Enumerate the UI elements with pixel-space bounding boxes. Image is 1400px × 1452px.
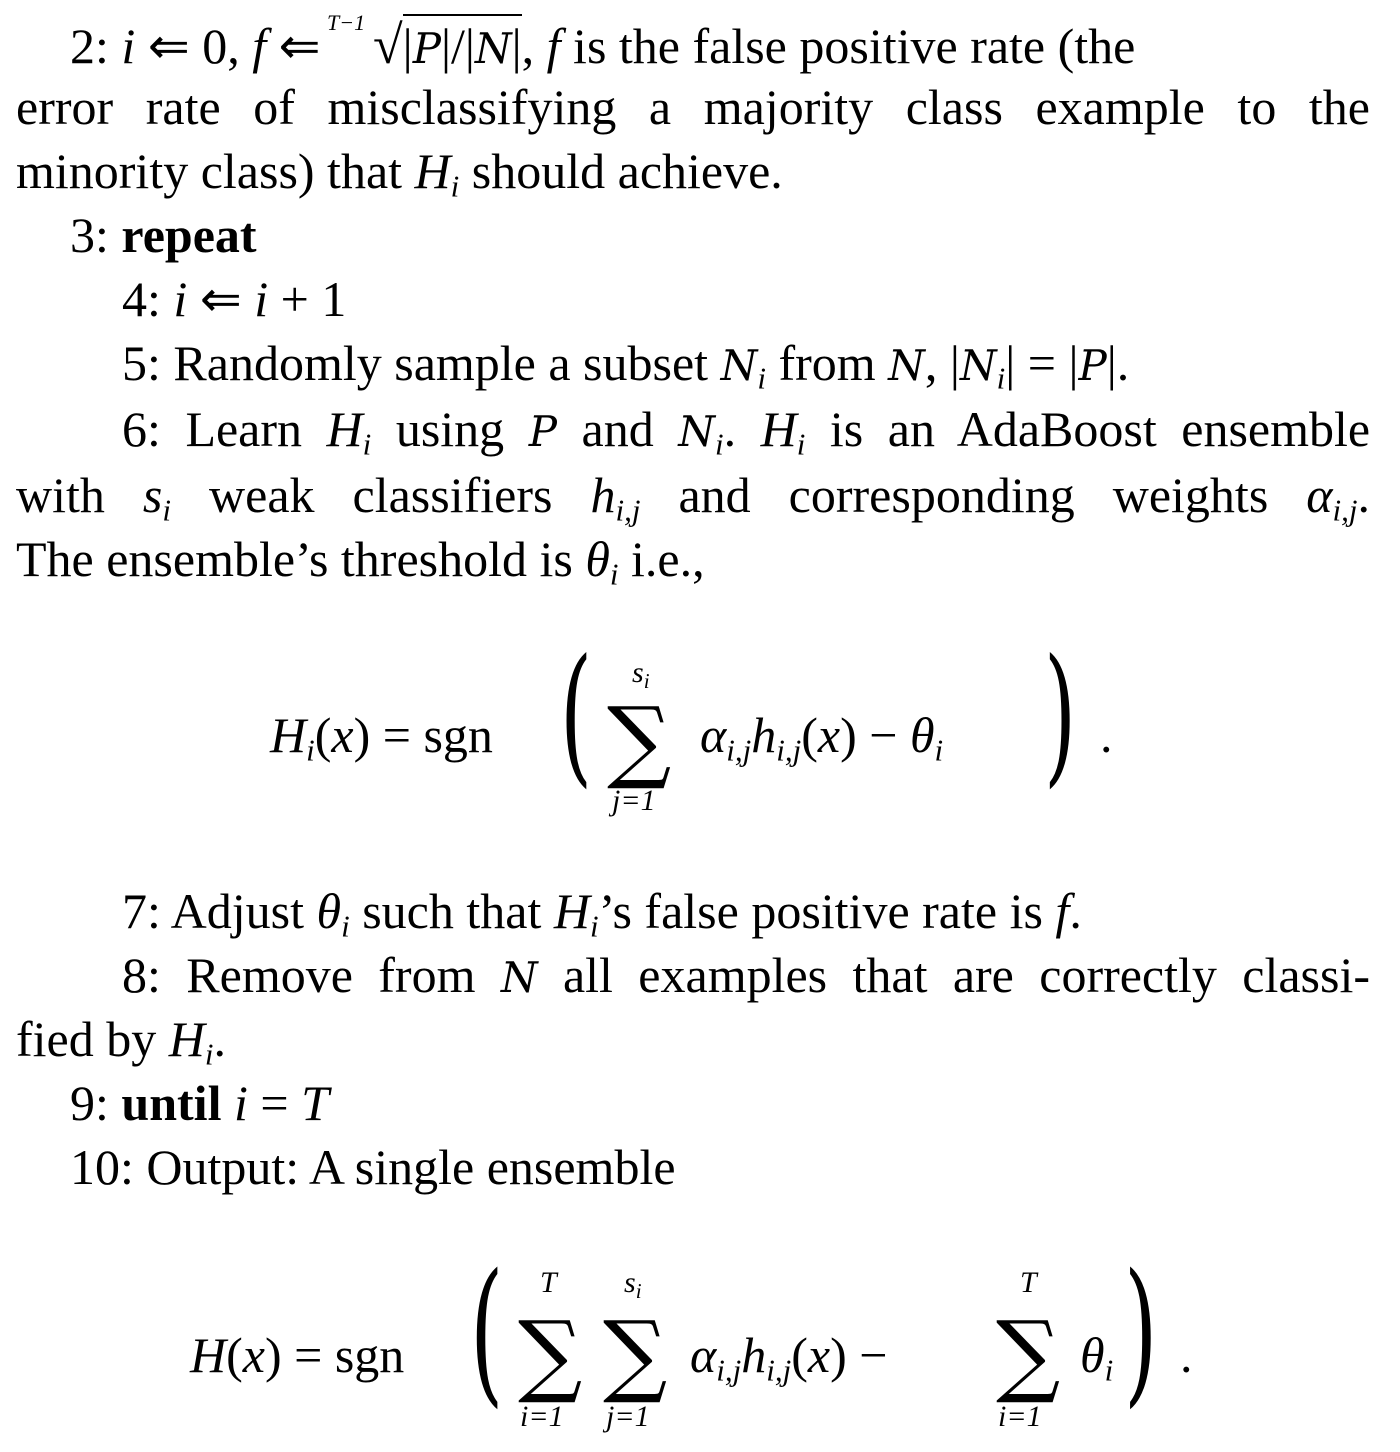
- radical: T−1 √|P|/|N|: [327, 10, 522, 75]
- step-2-text: is the false positive rate (the: [560, 18, 1136, 74]
- step-3-line: 3: repeat: [70, 207, 257, 263]
- step-6-line-1: 6: Learn $H_i$ using P and $N_i$. $H_i$ is an AdaBoost ensemble: [122, 401, 1371, 462]
- step-4-line: 4: i ⇐ i + 1: [122, 271, 347, 327]
- step-10-line: 10: Output: A single ensemble: [70, 1139, 676, 1195]
- step-8-line-2: fied by $H_i$.: [16, 1011, 226, 1072]
- sgn-1: sgn: [423, 707, 493, 763]
- step-6-line-2: with $s_i$ weak classifiers $h_{i,j}$ and corresponding weights $\alpha_{i,j}$.: [16, 467, 1371, 528]
- step-5-line: 5: Randomly sample a subset $N_i$ from N, $|N_i| = |P|$.: [122, 335, 1130, 396]
- equation-1: $H_i(x)$ = sgn ( $s_i$ ∑ j=1 $\alpha_{i,j}h_{i,j}(x) - \theta_i$ ) .: [270, 628, 1113, 817]
- step-2-line-1: 2: i ⇐ 0, f ⇐ T−1 √|P|/|N|, f is the false positive rate (the: [70, 10, 1136, 75]
- step-2-line-2: error rate of misclassifying a majority class example to the: [16, 79, 1370, 135]
- step-8-line-1: 8: Remove from N all examples that are correctly classi-: [122, 947, 1371, 1003]
- step-number: 2:: [70, 18, 109, 74]
- step-6-line-3: The ensemble’s threshold is $\theta_i$ i.e.,: [16, 531, 705, 592]
- step-2-line-3: minority class) that $H_i$ should achieve.: [16, 143, 783, 204]
- keyword-until: until: [121, 1075, 222, 1131]
- sgn-2: sgn: [334, 1327, 405, 1383]
- keyword-repeat: repeat: [121, 207, 257, 263]
- step-9-line: 9: until i = T: [70, 1075, 329, 1131]
- equation-2: H(x) = sgn ( T ∑ i=1 $s_i$ ∑ j=1 $\alpha_{i,j}h_{i,j}(x)$ − T ∑ i=1 $\theta_i$ ) .: [190, 1240, 1193, 1433]
- step-7-line: 7: Adjust $\theta_i$ such that $H_i’s$ false positive rate is f.: [122, 883, 1082, 944]
